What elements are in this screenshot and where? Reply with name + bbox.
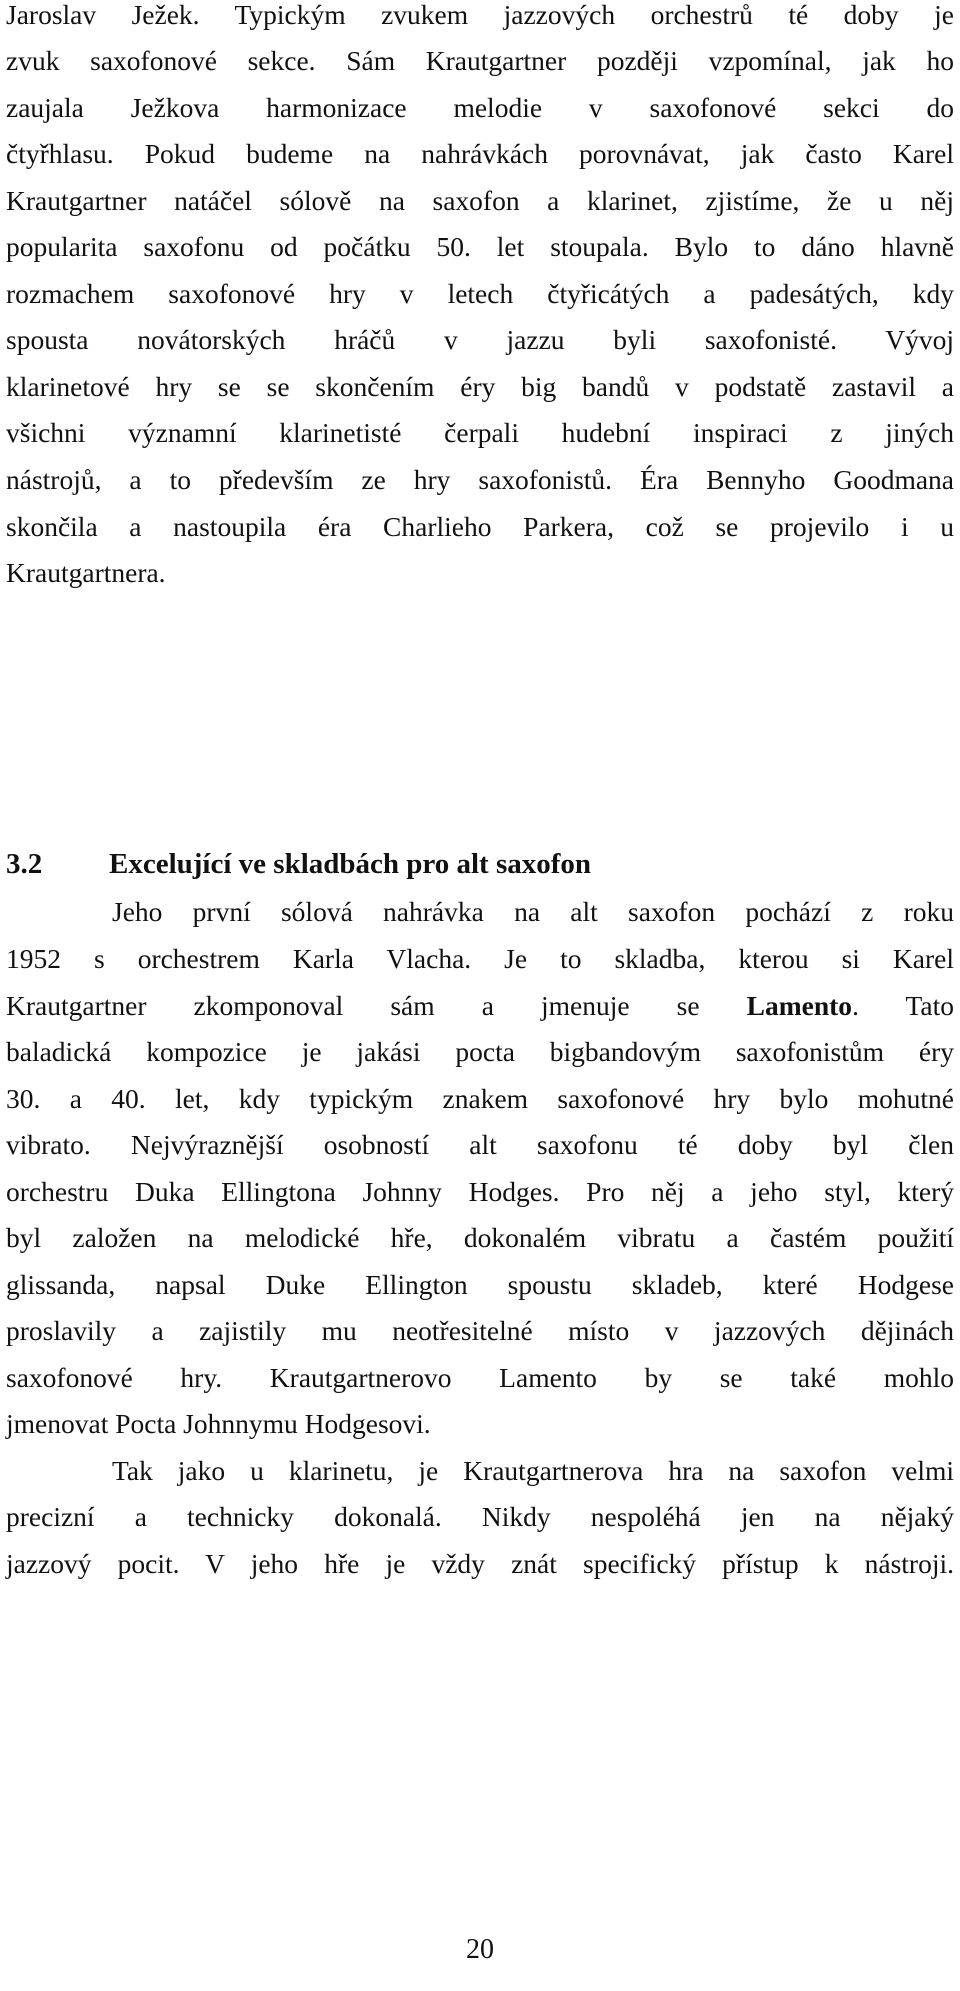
page-number: 20 — [466, 1934, 494, 1965]
paragraph-1-line: popularita saxofonu od počátku 50. let stoupala. Bylo to dáno hlavně — [6, 231, 954, 262]
paragraph-1-line: zaujala Ježkova harmonizace melodie v saxofonové sekci do — [6, 92, 954, 123]
paragraph-1-line: všichni významní klarinetisté čerpali hudební inspiraci z jiných — [6, 417, 954, 448]
section-number: 3.2 — [6, 848, 43, 880]
paragraph-1-line: rozmachem saxofonové hry v letech čtyřicátých a padesátých, kdy — [6, 278, 954, 309]
paragraph-2-line: proslavily a zajistily mu neotřesitelné místo v jazzových dějinách — [6, 1315, 954, 1346]
text-before-title: Krautgartner zkomponoval sám a jmenuje se — [6, 990, 747, 1021]
section-heading — [6, 844, 954, 884]
paragraph-3-line: precizní a technicky dokonalá. Nikdy nespoléhá jen na nějaký — [6, 1501, 954, 1532]
paragraph-2-line: vibrato. Nejvýraznější osobností alt saxofonu té doby byl člen — [6, 1129, 954, 1160]
paragraph-2-line: byl založen na melodické hře, dokonalém vibratu a častém použití — [6, 1222, 954, 1253]
paragraph-2-line: saxofonové hry. Krautgartnerovo Lamento by se také mohlo — [6, 1362, 954, 1393]
song-title-lamento: Lamento — [746, 990, 853, 1021]
text-after-title: . Tato — [852, 990, 954, 1021]
paragraph-1-line: Krautgartnera. — [6, 557, 166, 588]
paragraph-2-line: baladická kompozice je jakási pocta bigbandovým saxofonistům éry — [6, 1036, 954, 1067]
paragraph-1-line: zvuk saxofonové sekce. Sám Krautgartner později vzpomínal, jak ho — [6, 45, 954, 76]
paragraph-1-line: skončila a nastoupila éra Charlieho Parkera, což se projevilo i u — [6, 511, 954, 542]
section-title: Excelující ve skladbách pro alt saxofon — [109, 848, 592, 880]
paragraph-1-line: nástrojů, a to především ze hry saxofonistů. Éra Bennyho Goodmana — [6, 464, 954, 495]
paragraph-2-line-with-title — [6, 986, 954, 1026]
paragraph-2-line: jmenovat Pocta Johnnymu Hodgesovi. — [6, 1408, 431, 1439]
paragraph-2-line: 1952 s orchestrem Karla Vlacha. Je to skladba, kterou si Karel — [6, 943, 954, 974]
paragraph-3-line: jazzový pocit. V jeho hře je vždy znát specifický přístup k nástroji. — [6, 1548, 954, 1579]
paragraph-2-line: glissanda, napsal Duke Ellington spoustu skladeb, které Hodgese — [6, 1269, 954, 1300]
paragraph-1-line: spousta novátorských hráčů v jazzu byli saxofonisté. Vývoj — [6, 324, 954, 355]
paragraph-1-line: klarinetové hry se se skončením éry big bandů v podstatě zastavil a — [6, 371, 954, 402]
paragraph-2-line: 30. a 40. let, kdy typickým znakem saxofonové hry bylo mohutné — [6, 1083, 954, 1114]
paragraph-2-line: orchestru Duka Ellingtona Johnny Hodges. Pro něj a jeho styl, který — [6, 1176, 954, 1207]
paragraph-1-line: Krautgartner natáčel sólově na saxofon a klarinet, zjistíme, že u něj — [6, 185, 954, 216]
paragraph-1-line: Jaroslav Ježek. Typickým zvukem jazzových orchestrů té doby je — [6, 0, 954, 30]
paragraph-2-first-line: Jeho první sólová nahrávka na alt saxofon pochází z roku — [112, 896, 954, 927]
paragraph-1-line: čtyřhlasu. Pokud budeme na nahrávkách porovnávat, jak často Karel — [6, 138, 954, 169]
paragraph-3-first-line: Tak jako u klarinetu, je Krautgartnerova hra na saxofon velmi — [112, 1455, 954, 1486]
